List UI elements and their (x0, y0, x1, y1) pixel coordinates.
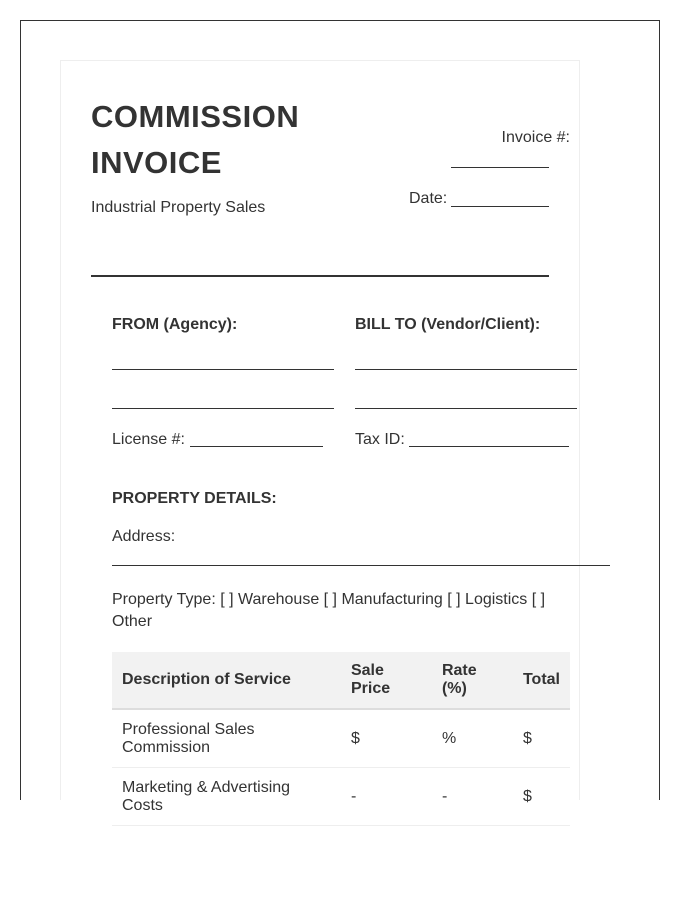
table-row (112, 768, 570, 826)
property-type-line-1: Property Type: [ ] Warehouse [ ] Manufacturing [ ] Logistics [ ] (112, 591, 546, 608)
title-line-2: INVOICE (91, 145, 222, 180)
header-description: Description of Service (112, 652, 341, 709)
header-sale-price-line-1: Sale (350, 662, 384, 679)
table-row (112, 709, 570, 768)
property-details-heading: PROPERTY DETAILS: (112, 490, 277, 507)
header-rate (432, 652, 513, 709)
bill-to-line-1[interactable] (355, 369, 577, 370)
license-label: License #: (112, 431, 185, 448)
services-table (112, 652, 570, 826)
header-sale-price (341, 652, 432, 709)
row-rate[interactable]: % (432, 709, 513, 768)
property-type-options (112, 589, 545, 633)
tax-id-label: Tax ID: (355, 431, 405, 448)
address-label: Address: (112, 528, 176, 545)
invoice-number-field[interactable] (451, 167, 549, 168)
row-description: Marketing & Advertising Costs (112, 768, 341, 826)
tax-id-field[interactable] (409, 446, 569, 447)
row-total[interactable]: $ (513, 709, 570, 768)
header-rate-line-1: Rate (441, 662, 477, 679)
address-field[interactable] (112, 565, 610, 566)
bill-to-line-2[interactable] (355, 408, 577, 409)
header-divider (91, 275, 549, 277)
invoice-title (91, 94, 299, 186)
invoice-subtitle: Industrial Property Sales (91, 199, 266, 216)
date-field[interactable] (451, 206, 549, 207)
row-sale-price[interactable]: - (341, 768, 432, 826)
bill-to-heading: BILL TO (Vendor/Client): (355, 316, 541, 333)
row-sale-price[interactable]: $ (341, 709, 432, 768)
invoice-number-label: Invoice #: (501, 129, 570, 146)
header-rate-line-2: (%) (441, 680, 467, 697)
header-total: Total (513, 652, 570, 709)
from-line-2[interactable] (112, 408, 334, 409)
property-type-line-2: Other (112, 613, 153, 630)
date-label: Date: (409, 190, 448, 207)
table-header-row (112, 652, 570, 709)
row-description: Professional Sales Commission (112, 709, 341, 768)
from-heading: FROM (Agency): (112, 316, 238, 333)
from-line-1[interactable] (112, 369, 334, 370)
license-field[interactable] (190, 446, 323, 447)
document-viewport (20, 20, 660, 814)
title-line-1: COMMISSION (91, 99, 300, 134)
row-total[interactable]: $ (513, 768, 570, 826)
header-sale-price-line-2: Price (350, 680, 391, 697)
row-rate[interactable]: - (432, 768, 513, 826)
